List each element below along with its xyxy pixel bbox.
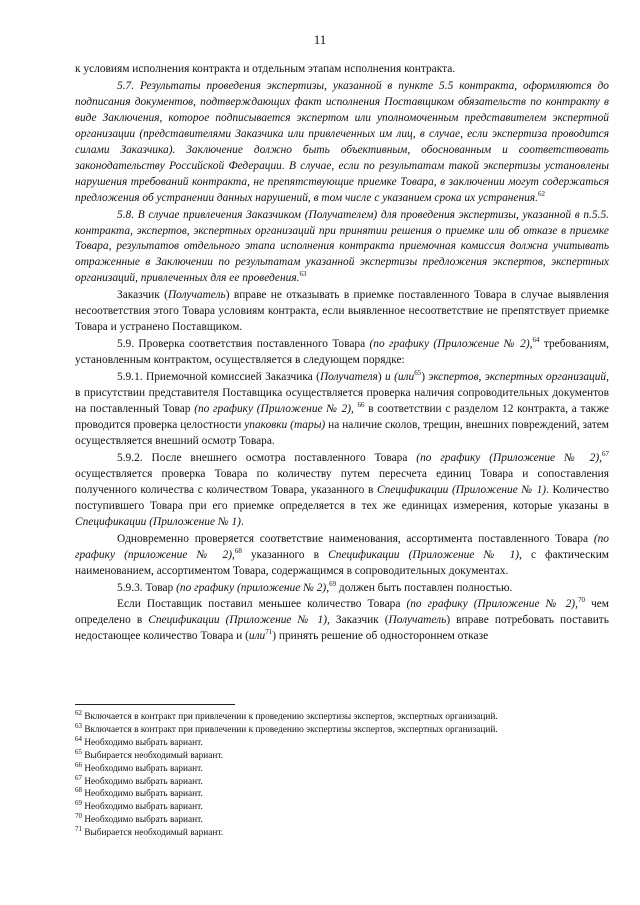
footnote-number: 66 xyxy=(75,760,82,769)
footnote-number: 64 xyxy=(75,734,82,743)
footnote-68 xyxy=(75,788,609,801)
footnote-62 xyxy=(75,708,609,724)
paragraph-p2: 5.8. В случае привлечения Заказчиком (Получателем) для проведения экспертизы, указанной в п.5.5. контракта, экспертов, экспертных организаций при принятии решения о приемке или об отказе в приемке Товара, результатов отдельного этапа исполнения контракта приемочная комиссия должна учитывать отраженные в Заключении по результатам указанной экспертизы предложения экспертов, экспертных организаций, привлеченных для ее проведения.$^{63}$ xyxy=(75,208,609,285)
footnote-separator xyxy=(75,704,235,705)
footnote-text: Включается в контракт при привлечении к проведению экспертизы экспертов, экспертных организаций. xyxy=(84,712,498,722)
footnote-number: 70 xyxy=(75,812,82,821)
paragraph-p7: Одновременно проверяется соответствие наименования, ассортимента поставленного Товара (по графику (приложение № 2),$^{68}$ указанного в Спецификации (Приложение № 1), с фактическим наименованием, ассортиментом Товара, содержащимся в сопроводительных документах. xyxy=(75,532,609,577)
footnote-text: Необходимо выбрать вариант. xyxy=(84,737,203,748)
paragraph-p3: Заказчик (Получатель) вправе не отказывать в приемке поставленного Товара в случае выявления несоответствия этого Товара условиям контракта, если выявленное несоответствие не препятствует приемке Товара и устранено Поставщиком. xyxy=(75,289,610,334)
footnote-65 xyxy=(75,747,609,763)
footnote-text: Необходимо выбрать вариант. xyxy=(84,815,203,826)
footnote-71 xyxy=(75,827,609,840)
footnote-70 xyxy=(75,814,609,827)
footnote-63 xyxy=(75,721,609,737)
document-body xyxy=(75,62,609,645)
footnote-text: Включается в контракт при привлечении к проведению экспертизы экспертов, экспертных организаций. xyxy=(84,724,498,735)
paragraph-p9: Если Поставщик поставил меньшее количество Товара (по графику (Приложение № 2),$^{70}$ чем определено в Спецификации (Приложение № 1), Заказчик (Получатель) вправе потребовать поставить недостающее количество Товара и (или$^{71}$) принять решение об одностороннем отказе xyxy=(75,596,609,643)
footnote-number: 71 xyxy=(75,825,82,834)
paragraph-p6: 5.9.2. После внешнего осмотра поставленного Товара (по графику (Приложение № 2),$^{67}$ осуществляется проверка Товара по количеству путем пересчета единиц Товара и сопоставления полученного количества с количеством Товара, указанного в Спецификации (Приложение № 1). Количество поступившего Товара при его приемке определяется в тех же единицах измерения, которые указаны в Спецификации (Приложение № 1). xyxy=(75,450,610,528)
page-number: 11 xyxy=(313,32,327,47)
footnote-69 xyxy=(75,801,609,814)
footnote-number: 69 xyxy=(75,799,82,808)
footnote-text: Необходимо выбрать вариант. xyxy=(84,802,203,813)
footnotes xyxy=(75,708,609,840)
footnote-text: Необходимо выбрать вариант. xyxy=(84,776,203,787)
footnote-66 xyxy=(75,760,609,776)
footnote-64 xyxy=(75,734,609,750)
paragraph-p0: к условиям исполнения контракта и отдельным этапам исполнения контракта. xyxy=(75,63,456,75)
paragraph-p4: 5.9. Проверка соответствия поставленного Товара (по графику (Приложение № 2),$^{64}$ требованиям, установленным контрактом, осуществляется в следующем порядке: xyxy=(75,336,609,367)
footnote-text: Необходимо выбрать вариант. xyxy=(84,789,203,800)
footnote-text: Выбирается необходимый вариант. xyxy=(84,828,224,839)
paragraph-p5: 5.9.1. Приемочной комиссией Заказчика (Получателя) и (или$^{65}$) экспертов, экспертных организаций, в присутствии представителя Поставщика осуществляется проверка наличия сопроводительных документов на поставленный Товар (по графику (Приложение № 2), $^{66}$ в соответствии с разделом 12 контракта, а также проводится проверка целостности упаковки (тары) на наличие сколов, трещин, внешних повреждений, затем осуществляется внешний осмотр Товара. xyxy=(75,369,609,447)
footnote-67 xyxy=(75,773,609,789)
footnote-number: 62 xyxy=(75,708,82,717)
footnote-number: 63 xyxy=(75,721,82,730)
footnote-text: Необходимо выбрать вариант. xyxy=(84,763,203,774)
paragraph-p1: 5.7. Результаты проведения экспертизы, указанной в пункте 5.5 контракта, оформляются до подписания документов, подтверждающих факт исполнения Поставщиком обязательств по контракту в виде Заключения, которое подписывается экспертом или уполномоченным представителем экспертной организации (представителями Заказчика или привлеченных им лиц, в случае, если экспертиза проводится силами Заказчика). Заключение должно быть объективным, обоснованным и соответствовать законодательству Российской Федерации. В случае, если по результатам такой экспертизы установлены нарушения требований контракта, не препятствующие приемке Товара, в заключении могут содержаться предложения об устранении данных нарушений, в том числе с указанием срока их устранения.$^{62}$ xyxy=(75,79,609,204)
footnote-number: 68 xyxy=(75,786,82,795)
paragraph-p8: 5.9.3. Товар (по графику (приложение № 2),$^{69}$ должен быть поставлен полностью. xyxy=(117,579,513,594)
footnote-number: 67 xyxy=(75,773,82,782)
footnote-number: 65 xyxy=(75,747,82,756)
footnote-text: Выбирается необходимый вариант. xyxy=(84,750,224,761)
